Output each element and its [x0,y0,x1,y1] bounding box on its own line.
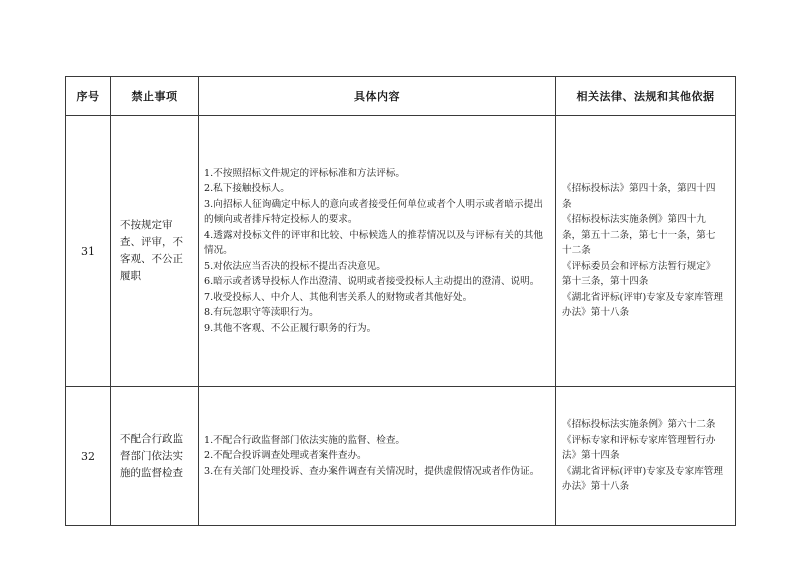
content-line: 3.在有关部门处理投诉、查办案件调查有关情况时，提供虚假情况或者作伪证。 [204,465,540,477]
content-line: 2.私下接触投标人。 [204,183,290,195]
basis-line: 《招标投标法实施条例》第六十二条 [562,419,716,431]
table-header-row [66,77,736,116]
table-row [66,387,736,526]
basis-line: 《评标委员会和评标方法暂行规定》第十三条，第十四条 [562,260,716,288]
row-seq: 32 [66,387,111,526]
regulations-table [65,76,736,526]
header-seq: 序号 [66,77,111,116]
row-content [199,387,556,526]
table-row [66,116,736,387]
content-line: 3.向招标人征询确定中标人的意向或者接受任何单位或者个人明示或者暗示提出的倾向或者排斥特定投标人的要求。 [204,198,543,226]
content-line: 9.其他不客观、不公正履行职务的行为。 [204,322,377,334]
row-item: 不按规定审查、评审，不客观、不公正履职 [111,116,199,387]
content-line: 6.暗示或者诱导投标人作出澄清、说明或者接受投标人主动提出的澄清、说明。 [204,276,540,288]
content-line: 4.透露对投标文件的评审和比较、中标候选人的推荐情况以及与评标有关的其他情况。 [204,229,543,257]
content-line: 1.不按照招标文件规定的评标标准和方法评标。 [204,167,406,179]
header-content: 具体内容 [199,77,556,116]
row-item: 不配合行政监督部门依法实施的监督检查 [111,387,199,526]
basis-line: 《湖北省评标(评审)专家及专家库管理办法》第十八条 [562,291,723,319]
row-seq: 31 [66,116,111,387]
content-line: 8.有玩忽职守等渎职行为。 [204,307,319,319]
row-content [199,116,556,387]
row-basis [556,387,736,526]
basis-line: 《招标投标法实施条例》第四十九条，第五十二条，第七十一条，第七十二条 [562,214,716,257]
content-line: 1.不配合行政监督部门依法实施的监督、检查。 [204,434,406,446]
basis-line: 《招标投标法》第四十条，第四十四条 [562,183,716,210]
basis-line: 《湖北省评标(评审)专家及专家库管理办法》第十八条 [562,465,723,493]
header-item: 禁止事项 [111,77,199,116]
content-line: 7.收受投标人、中介人、其他利害关系人的财物或者其他好处。 [204,291,473,303]
basis-line: 《评标专家和评标专家库管理暂行办法》第十四条 [562,434,716,462]
content-line: 5.对依法应当否决的投标不提出否决意见。 [204,260,386,272]
row-basis [556,116,736,387]
content-line: 2.不配合投诉调查处理或者案件查办。 [204,450,367,462]
header-basis: 相关法律、法规和其他依据 [556,77,736,116]
